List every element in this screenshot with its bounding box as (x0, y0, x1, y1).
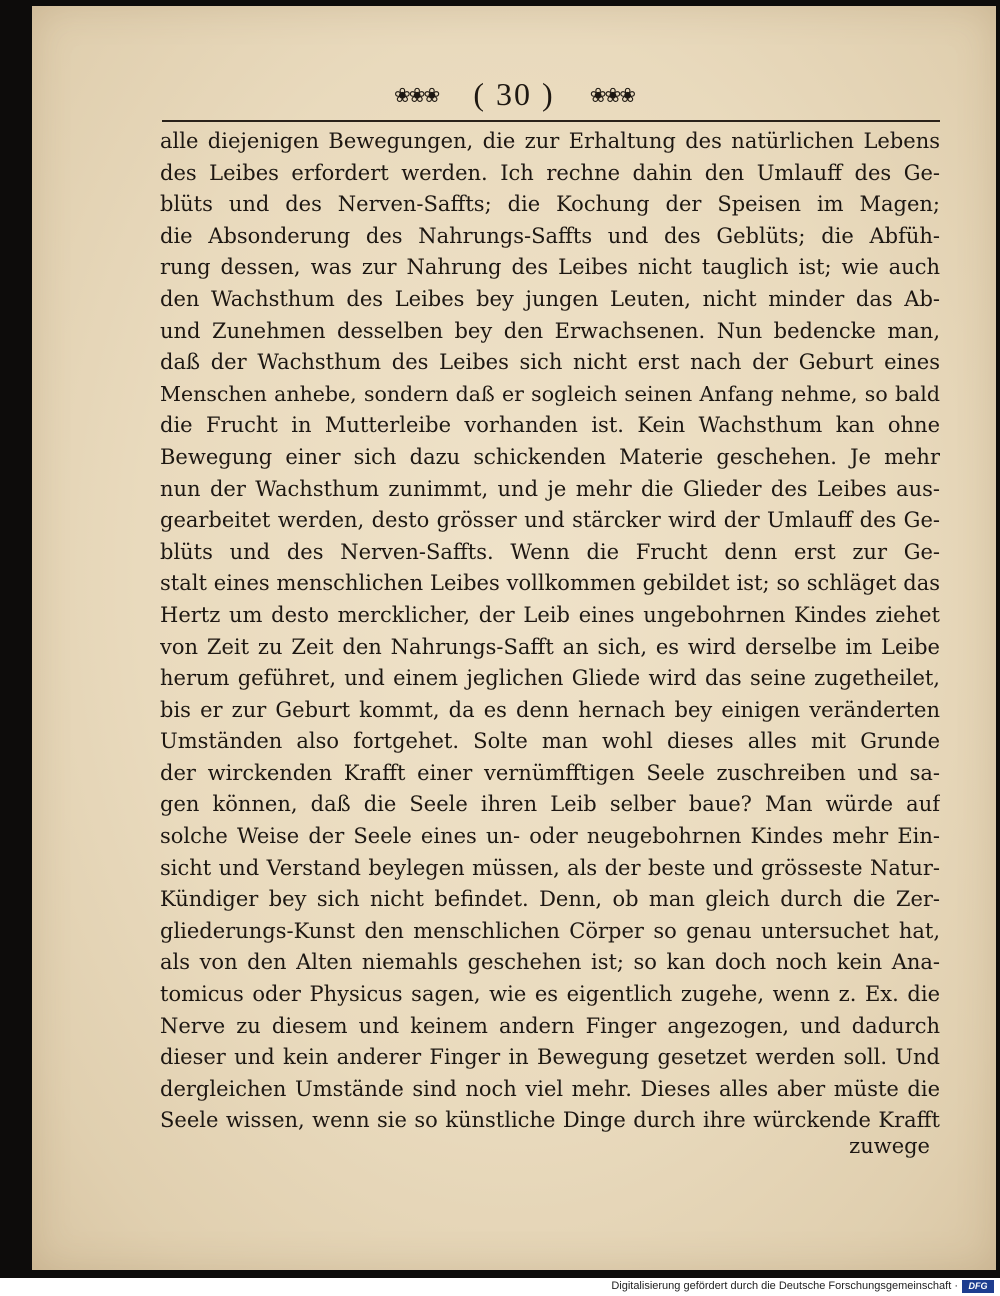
text-line: Menschen anhebe, sondern daß er sogleich seinen Anfang nehme, so bald (160, 381, 940, 406)
text-line: des Leibes erfordert werden. Ich rechne dahin den Umlauff des Ge- (160, 160, 940, 185)
text-line: blüts und des Nerven-Saffts; die Kochung der Speisen im Magen; (160, 192, 940, 217)
text-line: Nerve zu diesem und keinem andern Finger angezogen, und dadurch (160, 1013, 940, 1038)
text-line: gearbeitet werden, desto grösser und stärcker wird der Umlauff des Ge- (160, 508, 940, 533)
book-page (32, 6, 996, 1270)
text-line: bis er zur Geburt kommt, da es denn hernach bey einigen veränderten (160, 697, 940, 722)
text-line: gliederungs-Kunst den menschlichen Cörper so genau untersuchet hat, (160, 918, 940, 943)
footer-bar (0, 1278, 1000, 1296)
text-line: und Zunehmen desselben bey den Erwachsenen. Nun bedencke man, (160, 318, 940, 343)
text-line: die Absonderung des Nahrungs-Saffts und des Geblüts; die Abfüh- (160, 223, 940, 248)
text-line: sicht und Verstand beylegen müssen, als der beste und grösseste Natur- (160, 855, 940, 880)
funding-credit: Digitalisierung gefördert durch die Deutsche Forschungsgemeinschaft · (611, 1280, 958, 1292)
text-line: von Zeit zu Zeit den Nahrungs-Safft an sich, es wird derselbe im Leibe (160, 634, 940, 659)
text-line: solche Weise der Seele eines un- oder neugebohrnen Kindes mehr Ein- (160, 824, 940, 849)
text-line: Hertz um desto mercklicher, der Leib eines ungebohrnen Kindes ziehet (160, 602, 940, 627)
running-head (32, 76, 996, 116)
text-line: herum geführet, und einem jeglichen Gliede wird das seine zugetheilet, (160, 666, 940, 691)
text-line: Umständen also fortgehet. Solte man wohl dieses alles mit Grunde (160, 729, 940, 754)
text-line: den Wachsthum des Leibes bey jungen Leuten, nicht minder das Ab- (160, 286, 940, 311)
dfg-logo-icon: DFG (962, 1280, 994, 1293)
text-line: Kündiger bey sich nicht befindet. Denn, ob man gleich durch die Zer- (160, 887, 940, 912)
page-number: ( 30 ) (473, 76, 555, 112)
text-line: als von den Alten niemahls geschehen ist; so kan doch noch kein Ana- (160, 950, 940, 975)
text-line: stalt eines menschlichen Leibes vollkommen gebildet ist; so schläget das (160, 571, 940, 596)
text-line: dergleichen Umstände sind noch viel mehr. Dieses alles aber müste die (160, 1076, 940, 1101)
text-line: daß der Wachsthum des Leibes sich nicht erst nach der Geburt eines (160, 350, 940, 375)
header-rule (162, 120, 940, 122)
text-line: Seele wissen, wenn sie so künstliche Dinge durch ihre würckende Krafft (160, 1108, 940, 1133)
text-line: Bewegung einer sich dazu schickenden Materie geschehen. Je mehr (160, 444, 940, 469)
body-text (160, 126, 940, 1137)
catchword: zuwege (849, 1134, 930, 1158)
text-line: der wirckenden Krafft einer vernümfftigen Seele zuschreiben und sa- (160, 760, 940, 785)
text-line: rung dessen, was zur Nahrung des Leibes nicht tauglich ist; wie auch (160, 255, 940, 280)
text-line: blüts und des Nerven-Saffts. Wenn die Frucht denn erst zur Ge- (160, 539, 940, 564)
ornament-left-icon: ❀❀❀ (393, 82, 439, 107)
text-line: tomicus oder Physicus sagen, wie es eigentlich zugehe, wenn z. Ex. die (160, 982, 940, 1007)
text-line: die Frucht in Mutterleibe vorhanden ist. Kein Wachsthum kan ohne (160, 413, 940, 438)
text-line: alle diejenigen Bewegungen, die zur Erhaltung des natürlichen Lebens (160, 129, 940, 153)
text-line: nun der Wachsthum zunimmt, und je mehr die Glieder des Leibes aus- (160, 476, 940, 501)
text-line: gen können, daß die Seele ihren Leib selber baue? Man würde auf (160, 792, 940, 817)
text-line: dieser und kein anderer Finger in Bewegung gesetzet werden soll. Und (160, 1045, 940, 1070)
ornament-right-icon: ❀❀❀ (589, 82, 635, 107)
